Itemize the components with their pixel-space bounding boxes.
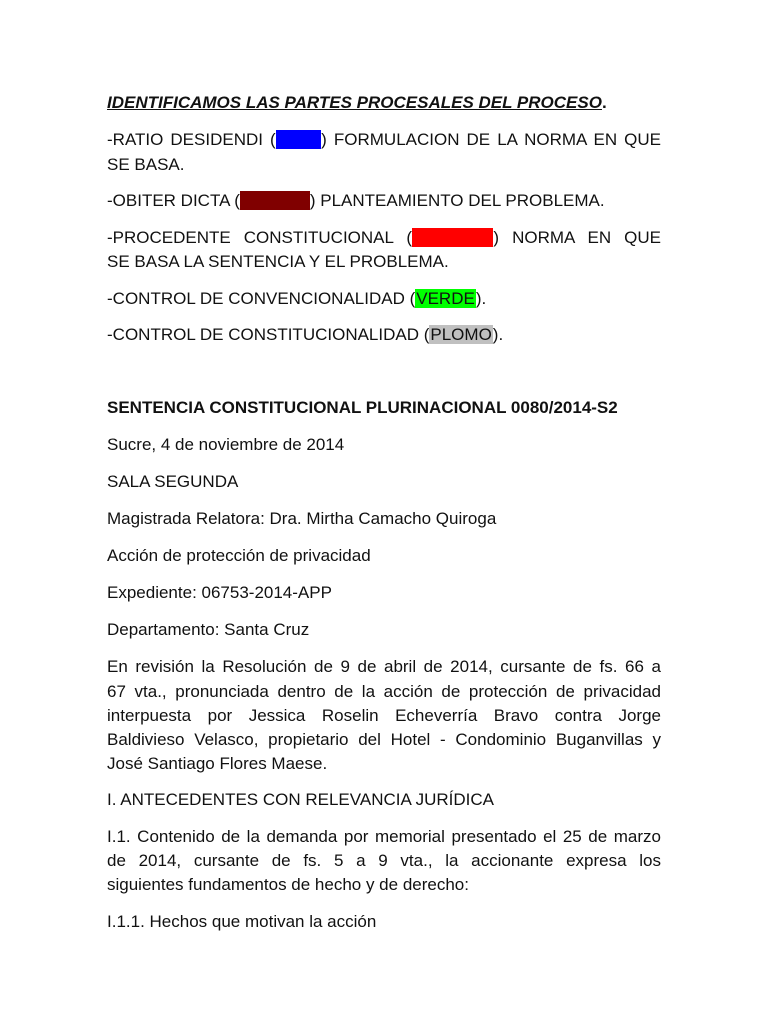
review-paragraph-line: Baldivieso Velasco, propietario del Hotel - Condominio Buganvillas y (107, 730, 661, 749)
section-heading: I. ANTECEDENTES CON RELEVANCIA JURÍDICA (107, 790, 494, 809)
highlight-azul: AZUL (276, 130, 321, 149)
subsection-line: de 2014, cursante de fs. 5 a 9 vta., la accionante expresa los (107, 851, 661, 870)
legend-item-convencionalidad (107, 289, 661, 309)
legend-item-prefix: -CONTROL DE CONVENCIONALIDAD ( (107, 289, 416, 308)
legend-title: IDENTIFICAMOS LAS PARTES PROCESALES DEL PROCESO (107, 93, 602, 112)
rapporteur: Magistrada Relatora: Dra. Mirtha Camacho Quiroga (107, 509, 497, 528)
legend-item-prefix: -PROCEDENTE CONSTITUCIONAL ( (107, 228, 413, 247)
review-paragraph-line: En revisión la Resolución de 9 de abril de 2014, cursante de fs. 66 a (107, 657, 661, 676)
legend-item-ratio-line2: SE BASA. (107, 155, 185, 174)
highlight-naranja: NARANJA (413, 228, 493, 247)
action-type: Acción de protección de privacidad (107, 546, 371, 565)
legend-item-prefix: -CONTROL DE CONSTITUCIONALIDAD ( (107, 325, 430, 344)
subsection-line: I.1. Contenido de la demanda por memorial presentado el 25 de marzo (107, 827, 661, 846)
highlight-plomo: PLOMO (430, 325, 492, 344)
legend-item-procedente-line1 (107, 228, 661, 248)
legend-item-text: ) PLANTEAMIENTO DEL PROBLEMA. (309, 191, 605, 210)
legend-item-ratio-line1 (107, 130, 661, 150)
legend-title-line (107, 93, 661, 113)
legend-item-procedente-line2: SE BASA LA SENTENCIA Y EL PROBLEMA. (107, 252, 449, 271)
legend-title-period: . (601, 93, 607, 112)
file-number: Expediente: 06753-2014-APP (107, 583, 332, 602)
sub-subsection-heading: I.1.1. Hechos que motivan la acción (107, 912, 377, 931)
legend-item-prefix: -OBITER DICTA ( (107, 191, 240, 210)
review-paragraph-line: 67 vta., pronunciada dentro de la acción de protección de privacidad (107, 682, 661, 701)
review-paragraph-line: interpuesta por Jessica Roselin Echeverría Bravo contra Jorge (107, 706, 661, 725)
place-date: Sucre, 4 de noviembre de 2014 (107, 435, 345, 454)
legend-item-text: ). (492, 325, 504, 344)
highlight-verde: VERDE (416, 289, 475, 308)
document-page (107, 0, 661, 1024)
legend-item-text: ) NORMA EN QUE (493, 228, 662, 247)
legend-item-prefix: -RATIO DESIDENDI ( (107, 130, 276, 149)
legend-item-text: ) FORMULACION DE LA NORMA EN QUE (321, 130, 661, 149)
chamber: SALA SEGUNDA (107, 472, 239, 491)
department: Departamento: Santa Cruz (107, 620, 310, 639)
sentence-heading: SENTENCIA CONSTITUCIONAL PLURINACIONAL 0080/2014-S2 (107, 398, 618, 417)
highlight-guindo: GUINDO (240, 191, 309, 210)
subsection-line: siguientes fundamentos de hecho y de derecho: (107, 875, 469, 894)
legend-item-constitucionalidad (107, 325, 661, 345)
legend-item-text: ). (475, 289, 487, 308)
legend-item-obiter (107, 191, 661, 211)
review-paragraph-line: José Santiago Flores Maese. (107, 754, 328, 773)
